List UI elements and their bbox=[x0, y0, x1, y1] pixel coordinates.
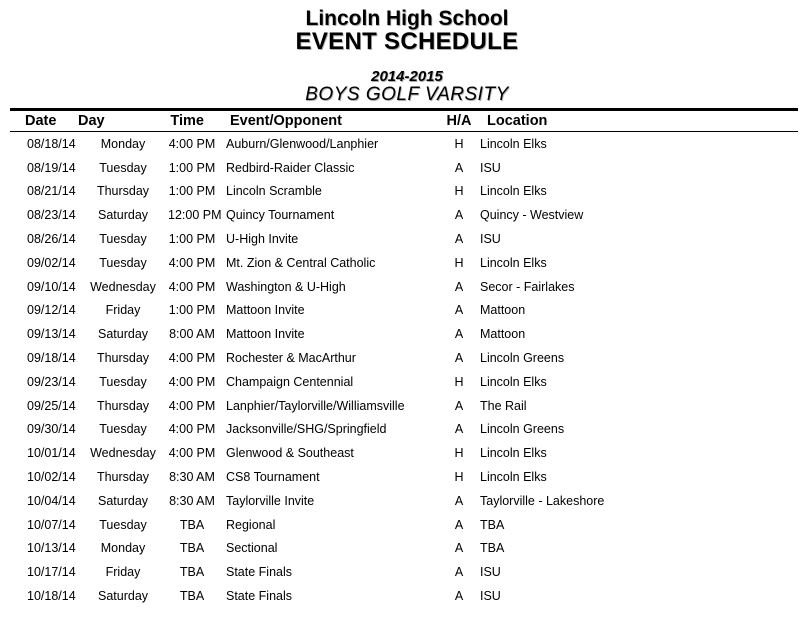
cell-location: Lincoln Elks bbox=[480, 446, 547, 461]
cell-time: 8:30 AM bbox=[169, 493, 215, 508]
table-row bbox=[10, 227, 798, 251]
cell-location: Lincoln Elks bbox=[480, 470, 547, 485]
cell-event: Rochester & MacArthur bbox=[226, 351, 356, 366]
cell-location: Mattoon bbox=[480, 303, 526, 318]
cell-location: TBA bbox=[480, 541, 505, 556]
table-row bbox=[10, 203, 798, 227]
cell-time: 8:30 AM bbox=[169, 470, 215, 485]
cell-date: 09/10/14 bbox=[27, 279, 76, 294]
cell-date: 09/25/14 bbox=[27, 398, 76, 413]
table-row bbox=[10, 537, 798, 561]
cell-day: Monday bbox=[100, 541, 146, 556]
cell-time: TBA bbox=[179, 565, 205, 580]
cell-event: Mt. Zion & Central Catholic bbox=[226, 255, 376, 270]
cell-day: Tuesday bbox=[99, 517, 147, 532]
table-row bbox=[10, 418, 798, 442]
cell-time: 4:00 PM bbox=[168, 422, 216, 437]
cell-date: 09/02/14 bbox=[27, 255, 76, 270]
cell-ha: H bbox=[454, 184, 464, 199]
cell-day: Tuesday bbox=[99, 422, 147, 437]
cell-ha: H bbox=[454, 255, 464, 270]
cell-date: 10/17/14 bbox=[27, 565, 76, 580]
table-row bbox=[10, 275, 798, 299]
cell-time: 4:00 PM bbox=[168, 279, 216, 294]
cell-time: 4:00 PM bbox=[168, 136, 216, 151]
column-header-time: Time bbox=[170, 113, 204, 129]
cell-day: Friday bbox=[105, 565, 141, 580]
cell-event: U-High Invite bbox=[226, 232, 299, 247]
cell-day: Tuesday bbox=[99, 374, 147, 389]
cell-time: 1:00 PM bbox=[168, 184, 216, 199]
cell-ha: A bbox=[454, 208, 464, 223]
cell-day: Thursday bbox=[96, 398, 150, 413]
table-row bbox=[10, 299, 798, 323]
cell-event: State Finals bbox=[226, 565, 293, 580]
cell-time: 4:00 PM bbox=[168, 255, 216, 270]
cell-day: Saturday bbox=[97, 327, 149, 342]
table-row bbox=[10, 322, 798, 346]
cell-day: Saturday bbox=[97, 589, 149, 604]
cell-location: Secor - Fairlakes bbox=[480, 279, 575, 294]
cell-day: Tuesday bbox=[99, 232, 147, 247]
cell-ha: A bbox=[454, 351, 464, 366]
cell-time: 4:00 PM bbox=[168, 398, 216, 413]
cell-location: ISU bbox=[480, 589, 501, 604]
table-body bbox=[10, 132, 798, 608]
cell-date: 10/01/14 bbox=[27, 446, 76, 461]
cell-location: Lincoln Elks bbox=[480, 255, 547, 270]
document-heading: EVENT SCHEDULE bbox=[295, 28, 519, 55]
cell-day: Thursday bbox=[96, 470, 150, 485]
cell-event: Jacksonville/SHG/Springfield bbox=[226, 422, 387, 437]
cell-date: 10/02/14 bbox=[27, 470, 76, 485]
table-row bbox=[10, 584, 798, 608]
table-row bbox=[10, 346, 798, 370]
cell-ha: H bbox=[454, 446, 464, 461]
cell-event: Washington & U-High bbox=[226, 279, 346, 294]
cell-date: 09/12/14 bbox=[27, 303, 76, 318]
cell-location: ISU bbox=[480, 565, 501, 580]
cell-date: 09/30/14 bbox=[27, 422, 76, 437]
cell-ha: A bbox=[454, 160, 464, 175]
table-row bbox=[10, 370, 798, 394]
cell-time: 1:00 PM bbox=[168, 160, 216, 175]
cell-ha: A bbox=[454, 327, 464, 342]
cell-time: TBA bbox=[179, 589, 205, 604]
table-row bbox=[10, 156, 798, 180]
cell-event: Champaign Centennial bbox=[226, 374, 354, 389]
cell-day: Tuesday bbox=[99, 255, 147, 270]
cell-ha: A bbox=[454, 398, 464, 413]
cell-date: 08/18/14 bbox=[27, 136, 76, 151]
cell-ha: H bbox=[454, 470, 464, 485]
cell-location: Lincoln Elks bbox=[480, 374, 547, 389]
cell-location: Lincoln Elks bbox=[480, 184, 547, 199]
cell-location: ISU bbox=[480, 160, 501, 175]
cell-event: Lanphier/Taylorville/Williamsville bbox=[226, 398, 405, 413]
cell-time: 4:00 PM bbox=[168, 374, 216, 389]
column-header-day: Day bbox=[78, 113, 105, 129]
cell-date: 08/19/14 bbox=[27, 160, 76, 175]
cell-ha: H bbox=[454, 136, 464, 151]
cell-day: Monday bbox=[100, 136, 146, 151]
cell-date: 08/23/14 bbox=[27, 208, 76, 223]
column-header-event: Event/Opponent bbox=[230, 113, 342, 129]
cell-location: Lincoln Greens bbox=[480, 422, 565, 437]
cell-ha: A bbox=[454, 422, 464, 437]
cell-day: Thursday bbox=[96, 351, 150, 366]
school-name: Lincoln High School bbox=[305, 7, 509, 30]
cell-ha: A bbox=[454, 565, 464, 580]
schedule-table bbox=[10, 108, 798, 608]
cell-date: 09/23/14 bbox=[27, 374, 76, 389]
table-row bbox=[10, 560, 798, 584]
cell-event: Quincy Tournament bbox=[226, 208, 335, 223]
column-header-location: Location bbox=[487, 113, 548, 129]
table-row bbox=[10, 180, 798, 204]
cell-day: Friday bbox=[105, 303, 141, 318]
cell-day: Saturday bbox=[97, 208, 149, 223]
cell-event: Glenwood & Southeast bbox=[226, 446, 354, 461]
cell-time: 1:00 PM bbox=[168, 303, 216, 318]
table-row bbox=[10, 394, 798, 418]
cell-event: Mattoon Invite bbox=[226, 303, 305, 318]
cell-location: Lincoln Greens bbox=[480, 351, 565, 366]
cell-ha: A bbox=[454, 517, 464, 532]
cell-event: Taylorville Invite bbox=[226, 493, 315, 508]
cell-event: Auburn/Glenwood/Lanphier bbox=[226, 136, 379, 151]
cell-location: The Rail bbox=[480, 398, 527, 413]
cell-day: Saturday bbox=[97, 493, 149, 508]
cell-ha: A bbox=[454, 232, 464, 247]
cell-event: Redbird-Raider Classic bbox=[226, 160, 355, 175]
cell-location: Mattoon bbox=[480, 327, 526, 342]
cell-event: CS8 Tournament bbox=[226, 470, 320, 485]
cell-event: State Finals bbox=[226, 589, 293, 604]
cell-event: Regional bbox=[226, 517, 276, 532]
cell-event: Mattoon Invite bbox=[226, 327, 305, 342]
table-row bbox=[10, 441, 798, 465]
cell-ha: A bbox=[454, 303, 464, 318]
cell-ha: A bbox=[454, 493, 464, 508]
cell-time: 1:00 PM bbox=[168, 232, 216, 247]
table-row bbox=[10, 513, 798, 537]
table-row bbox=[10, 251, 798, 275]
cell-ha: H bbox=[454, 374, 464, 389]
cell-date: 09/18/14 bbox=[27, 351, 76, 366]
cell-day: Tuesday bbox=[99, 160, 147, 175]
cell-location: TBA bbox=[480, 517, 505, 532]
cell-ha: A bbox=[454, 589, 464, 604]
cell-location: Taylorville - Lakeshore bbox=[480, 493, 605, 508]
table-header-row bbox=[10, 110, 798, 132]
cell-time: TBA bbox=[179, 517, 205, 532]
team-label: BOYS GOLF VARSITY bbox=[305, 84, 509, 105]
table-row bbox=[10, 465, 798, 489]
cell-date: 10/07/14 bbox=[27, 517, 76, 532]
cell-day: Wednesday bbox=[90, 279, 156, 294]
table-header bbox=[10, 110, 798, 132]
column-header-ha: H/A bbox=[446, 113, 472, 129]
cell-event: Lincoln Scramble bbox=[226, 184, 322, 199]
cell-date: 10/04/14 bbox=[27, 493, 76, 508]
cell-date: 09/13/14 bbox=[27, 327, 76, 342]
cell-event: Sectional bbox=[226, 541, 278, 556]
table-row bbox=[10, 132, 798, 156]
cell-day: Thursday bbox=[96, 184, 150, 199]
cell-time: 12:00 PM bbox=[168, 208, 222, 223]
cell-date: 10/18/14 bbox=[27, 589, 76, 604]
cell-date: 08/26/14 bbox=[27, 232, 76, 247]
cell-date: 08/21/14 bbox=[27, 184, 76, 199]
cell-time: 4:00 PM bbox=[168, 446, 216, 461]
season-label: 2014-2015 bbox=[371, 68, 443, 85]
cell-location: ISU bbox=[480, 232, 501, 247]
title-block bbox=[14, 0, 800, 105]
cell-ha: A bbox=[454, 541, 464, 556]
cell-time: 8:00 AM bbox=[169, 327, 215, 342]
cell-day: Wednesday bbox=[90, 446, 156, 461]
cell-ha: A bbox=[454, 279, 464, 294]
table-row bbox=[10, 489, 798, 513]
cell-location: Lincoln Elks bbox=[480, 136, 547, 151]
column-header-date: Date bbox=[25, 113, 57, 129]
cell-location: Quincy - Westview bbox=[480, 208, 584, 223]
cell-time: 4:00 PM bbox=[168, 351, 216, 366]
cell-date: 10/13/14 bbox=[27, 541, 76, 556]
cell-time: TBA bbox=[179, 541, 205, 556]
